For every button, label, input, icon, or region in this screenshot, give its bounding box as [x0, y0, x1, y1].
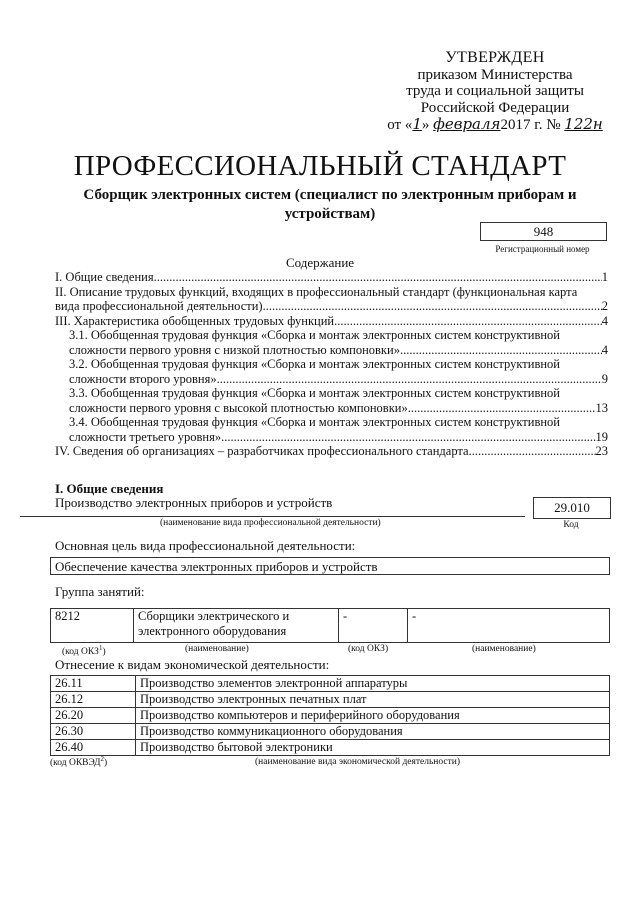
toc-subitem[interactable]: [55, 415, 608, 444]
approval-block: [380, 50, 610, 134]
toc-item-text: сложности второго уровня»: [69, 371, 217, 386]
toc-page: 19: [595, 429, 608, 444]
toc-item-text: 3.2. Обобщенная трудовая функция «Сборка и монтаж электронных систем конструктивной: [69, 357, 560, 371]
okved-table: [50, 675, 610, 756]
okz-code-cell: -: [339, 609, 408, 643]
toc-page: 13: [595, 400, 608, 415]
okved-name-cell: Производство коммуникационного оборудования: [136, 724, 610, 740]
activity-code-box: 29.010: [533, 497, 611, 519]
table-row: [51, 740, 610, 756]
table-row: [51, 708, 610, 724]
document-title: ПРОФЕССИОНАЛЬНЫЙ СТАНДАРТ: [73, 150, 567, 182]
date-prefix: от «: [387, 117, 413, 133]
table-row: [51, 676, 610, 692]
okved-label: Отнесение к видам экономической деятельности:: [55, 657, 330, 672]
toc-item-text: 3.4. Обобщенная трудовая функция «Сборка и монтаж электронных систем конструктивной: [69, 415, 560, 429]
okz-name-caption: (наименование): [185, 644, 249, 654]
okved-name-caption: (наименование вида экономической деятельности): [255, 757, 460, 767]
order-number: 122н: [564, 115, 603, 133]
toc-item[interactable]: [55, 270, 608, 285]
okved-code-cell: 26.30: [51, 724, 136, 740]
toc-page: 1: [601, 270, 608, 284]
toc-page: 9: [601, 371, 608, 386]
approval-line: Российской Федерации: [420, 99, 570, 116]
toc-page: 4: [601, 313, 608, 328]
date-month: февраля: [433, 115, 501, 133]
toc-item-text: сложности первого уровня с низкой плотностью компоновки»: [69, 342, 400, 357]
okz-name-cell: -: [408, 609, 610, 643]
okved-code-cell: 26.12: [51, 692, 136, 708]
okz-code-caption: (код ОКЗ): [348, 644, 389, 654]
toc-item[interactable]: [55, 285, 608, 314]
activity-caption: (наименование вида профессиональной деятельности): [160, 518, 381, 528]
toc-subitem[interactable]: [55, 386, 608, 415]
table-of-contents: [55, 270, 608, 459]
registration-label: Регистрационный номер: [495, 244, 590, 254]
toc-item-text: сложности третьего уровня»: [69, 429, 222, 444]
approval-date: [380, 116, 610, 134]
date-year: 2017 г. №: [500, 117, 561, 133]
toc-page: 4: [601, 342, 608, 357]
okz-code-cell: 8212: [51, 609, 134, 643]
toc-item[interactable]: [55, 314, 608, 329]
toc-subitem[interactable]: [55, 357, 608, 386]
okved-code-cell: 26.11: [51, 676, 136, 692]
table-row: [51, 692, 610, 708]
goal-label: Основная цель вида профессиональной деятельности:: [55, 538, 356, 553]
toc-page: 2: [601, 299, 608, 313]
approval-title: УТВЕРЖДЕН: [445, 49, 545, 66]
table-row: [51, 609, 610, 643]
toc-item-text: IV. Сведения об организациях – разработчиках профессионального стандарта: [55, 444, 469, 458]
okz-name-cell: Сборщики электрического и электронного оборудования: [134, 609, 339, 643]
toc-item-text: 3.3. Обобщенная трудовая функция «Сборка и монтаж электронных систем конструктивной: [69, 386, 560, 400]
registration-number-box: 948: [480, 222, 607, 241]
toc-subitem[interactable]: [55, 328, 608, 357]
okved-name-cell: Производство элементов электронной аппаратуры: [136, 676, 610, 692]
goal-box: Обеспечение качества электронных приборов и устройств: [50, 557, 610, 575]
date-day: 1: [412, 115, 422, 133]
toc-item[interactable]: [55, 444, 608, 459]
table-row: [51, 724, 610, 740]
section-heading: I. Общие сведения: [55, 481, 164, 496]
okved-name-cell: Производство бытовой электроники: [136, 740, 610, 756]
okved-code-caption: (код ОКВЭД$^2$): [50, 755, 108, 769]
okved-name-cell: Производство компьютеров и периферийного оборудования: [136, 708, 610, 724]
okz-code-caption: (код ОКЗ$^1$): [62, 644, 106, 658]
document-subtitle: Сборщик электронных систем (специалист по электронным приборам и устройствам): [83, 187, 577, 222]
approval-line: труда и социальной защиты: [406, 83, 584, 99]
approval-line: приказом Министерства: [417, 66, 573, 83]
activity-name: Производство электронных приборов и устройств: [55, 495, 333, 510]
toc-item-text: сложности первого уровня с высокой плотностью компоновки»: [69, 400, 408, 415]
okved-code-cell: 26.20: [51, 708, 136, 724]
toc-item-text: вида профессиональной деятельности): [55, 299, 263, 313]
activity-underline: [20, 516, 525, 517]
group-label: Группа занятий:: [55, 584, 145, 599]
code-label: Код: [563, 520, 579, 530]
occupation-group-table: [50, 608, 610, 643]
toc-heading: Содержание: [285, 255, 355, 270]
toc-item-text: III. Характеристика обобщенных трудовых функций: [55, 313, 335, 328]
toc-item-text: 3.1. Обобщенная трудовая функция «Сборка и монтаж электронных систем конструктивной: [69, 328, 560, 342]
date-mid: »: [421, 117, 430, 133]
okved-code-cell: 26.40: [51, 740, 136, 756]
okved-name-cell: Производство электронных печатных плат: [136, 692, 610, 708]
toc-item-text: I. Общие сведения: [55, 270, 154, 284]
okz-name-caption: (наименование): [472, 644, 536, 654]
toc-page: 23: [595, 444, 608, 458]
toc-item-text: II. Описание трудовых функций, входящих в профессиональный стандарт (функциональная карта: [55, 284, 578, 299]
